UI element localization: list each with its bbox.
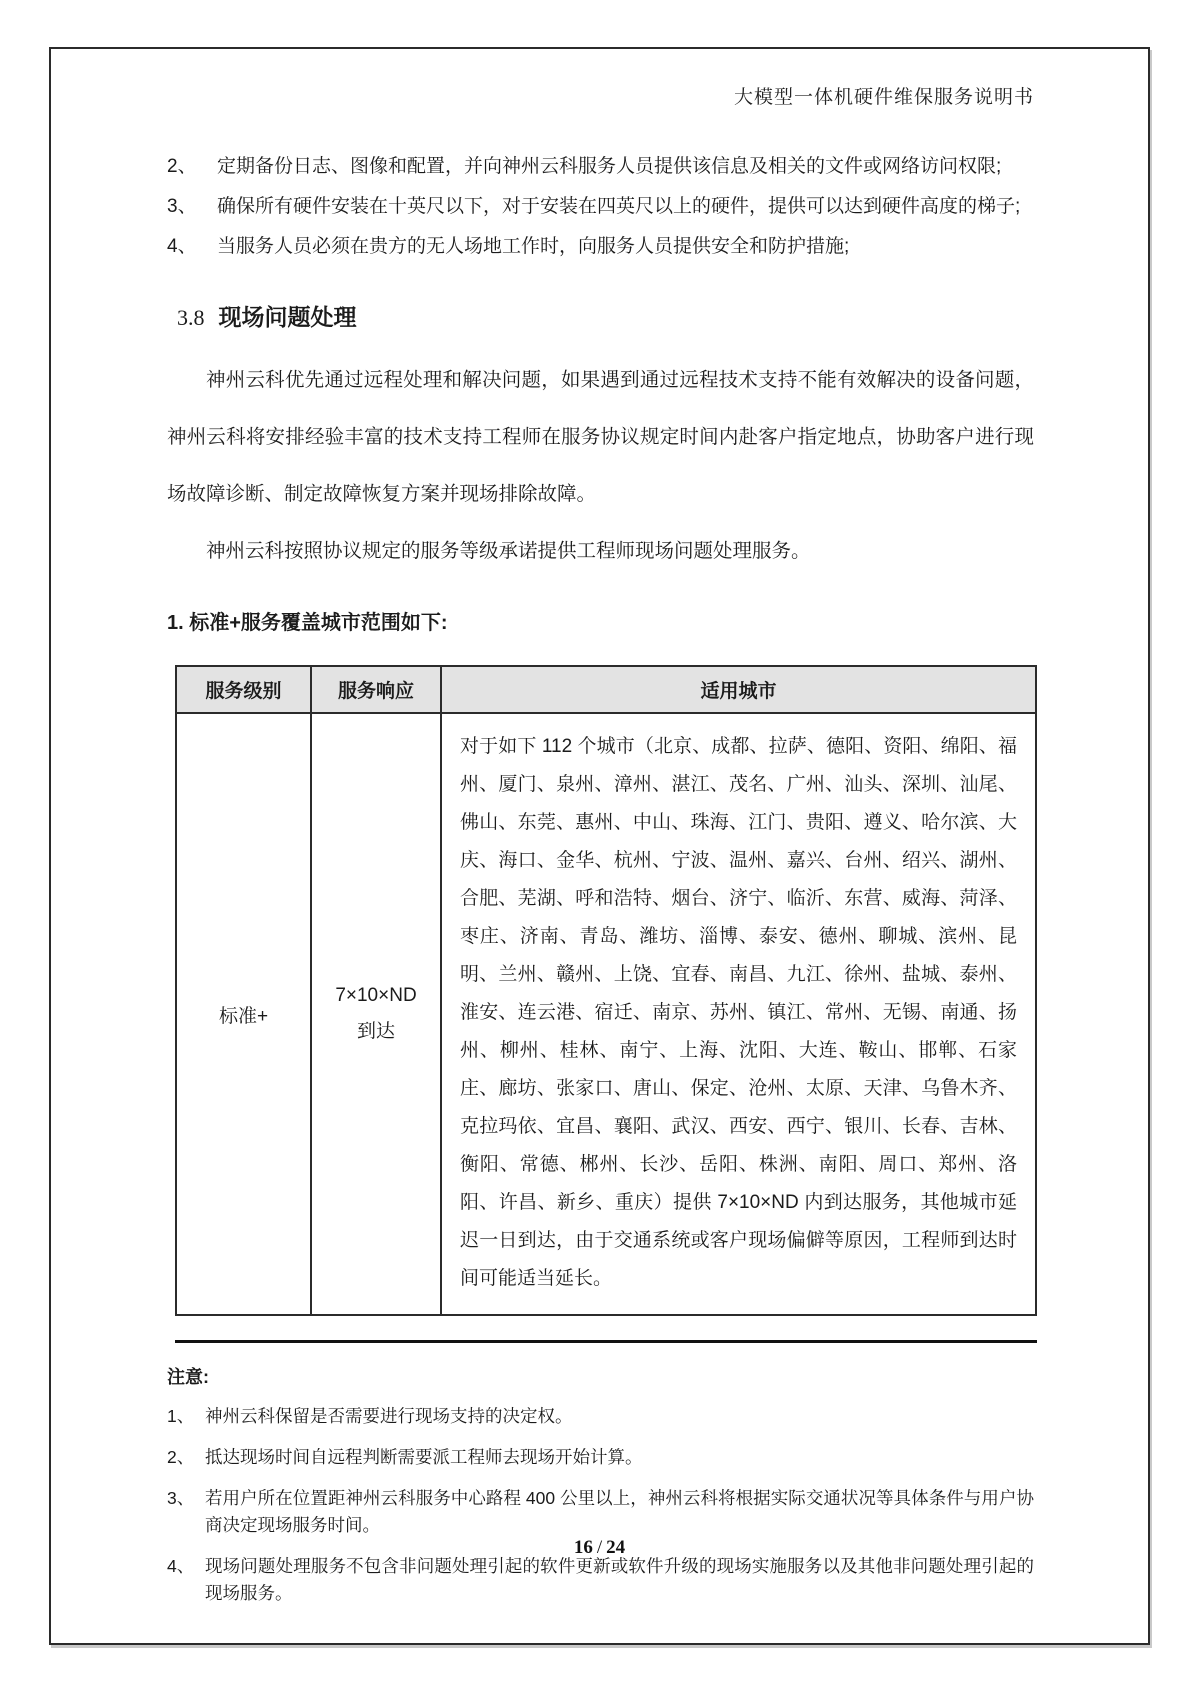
note-item (167, 1485, 1034, 1539)
list-item-number: 2、 (167, 156, 197, 177)
current-page-number: 16 (573, 1537, 593, 1558)
doc-header-title: 大模型一体机硬件维保服务说明书 (733, 87, 1034, 108)
cell-service-level: 标准+ (176, 713, 311, 1315)
note-item (167, 1553, 1034, 1607)
document-page (49, 47, 1150, 1645)
list-item-number: 4、 (167, 236, 197, 257)
cell-applicable-cities: 对于如下 112 个城市（北京、成都、拉萨、德阳、资阳、绵阳、福州、厦门、泉州、漳州、湛江、茂名、广州、汕头、深圳、汕尾、佛山、东莞、惠州、中山、珠海、江门、贵阳、遵义、哈尔滨、大庆、海口、金华、杭州、宁波、温州、嘉兴、台州、绍兴、湖州、合肥、芜湖、呼和浩特、烟台、济宁、临沂、东营、威海、菏泽、枣庄、济南、青岛、潍坊、淄博、泰安、德州、聊城、滨州、昆明、兰州、赣州、上饶、宜春、南昌、九江、徐州、盐城、泰州、淮安、连云港、宿迁、南京、苏州、镇江、常州、无锡、南通、扬州、柳州、桂林、南宁、上海、沈阳、大连、鞍山、邯郸、石家庄、廊坊、张家口、唐山、保定、沧州、太原、天津、乌鲁木齐、克拉玛依、宜昌、襄阳、武汉、西安、西宁、银川、长春、吉林、衡阳、常德、郴州、长沙、岳阳、株洲、南阳、周口、郑州、洛阳、许昌、新乡、重庆）提供 7×10×ND 内到达服务，其他城市延迟一日到达，由于交通系统或客户现场偏僻等原因，工程师到达时间可能适当延长。 (441, 713, 1036, 1315)
service-response-line1: 7×10×ND (335, 985, 417, 1006)
intro-list-item (167, 227, 1034, 267)
section-heading (167, 299, 1034, 332)
note-number: 4、 (167, 1556, 195, 1576)
page-number-separator: / (596, 1537, 603, 1558)
section-number: 3.8 (177, 305, 205, 330)
paragraph: 神州云科优先通过远程处理和解决问题，如果遇到通过远程技术支持不能有效解决的设备问题，神州云科将安排经验丰富的技术支持工程师在服务协议规定时间内赴客户指定地点，协助客户进行现场故障诊断、制定故障恢复方案并现场排除故障。 (167, 369, 1034, 505)
note-text: 若用户所在位置距神州云科服务中心路程 400 公里以上，神州云科将根据实际交通状况等具体条件与用户协商决定现场服务时间。 (205, 1488, 1034, 1535)
list-item-text: 确保所有硬件安装在十英尺以下，对于安装在四英尺以上的硬件，提供可以达到硬件高度的梯子; (217, 196, 1021, 217)
col-header-applicable-cities: 适用城市 (441, 666, 1036, 713)
intro-list-item (167, 187, 1034, 227)
notes-label: 注意: (167, 1367, 209, 1387)
section-title: 现场问题处理 (218, 304, 357, 330)
paragraph: 神州云科按照协议规定的服务等级承诺提供工程师现场问题处理服务。 (206, 540, 811, 562)
page-number-footer (51, 1537, 1148, 1559)
note-text: 抵达现场时间自远程判断需要派工程师去现场开始计算。 (205, 1447, 643, 1467)
service-response-line2: 到达 (356, 1021, 395, 1042)
col-header-service-response: 服务响应 (311, 666, 441, 713)
note-text: 神州云科保留是否需要进行现场支持的决定权。 (205, 1406, 573, 1426)
note-text: 现场问题处理服务不包含非问题处理引起的软件更新或软件升级的现场实施服务以及其他非问题处理引起的现场服务。 (205, 1556, 1034, 1603)
intro-list (167, 147, 1034, 267)
list-item-text: 当服务人员必须在贵方的无人场地工作时，向服务人员提供安全和防护措施; (217, 236, 850, 257)
note-number: 1、 (167, 1406, 195, 1426)
cell-service-response (311, 713, 441, 1315)
list-item-text: 定期备份日志、图像和配置，并向神州云科服务人员提供该信息及相关的文件或网络访问权限; (217, 156, 1002, 177)
page-content (51, 49, 1148, 1607)
notes-list (167, 1403, 1034, 1607)
total-page-number: 24 (606, 1537, 626, 1558)
note-item (167, 1403, 1034, 1430)
note-number: 3、 (167, 1488, 195, 1508)
note-number: 2、 (167, 1447, 195, 1467)
coverage-heading: 1. 标准+服务覆盖城市范围如下: (167, 612, 448, 634)
service-coverage-table (175, 665, 1037, 1316)
col-header-service-level: 服务级别 (176, 666, 311, 713)
intro-list-item (167, 147, 1034, 187)
note-item (167, 1444, 1034, 1471)
list-item-number: 3、 (167, 196, 197, 217)
horizontal-rule (175, 1340, 1037, 1343)
table-row (176, 713, 1036, 1315)
table-header-row (176, 666, 1036, 713)
